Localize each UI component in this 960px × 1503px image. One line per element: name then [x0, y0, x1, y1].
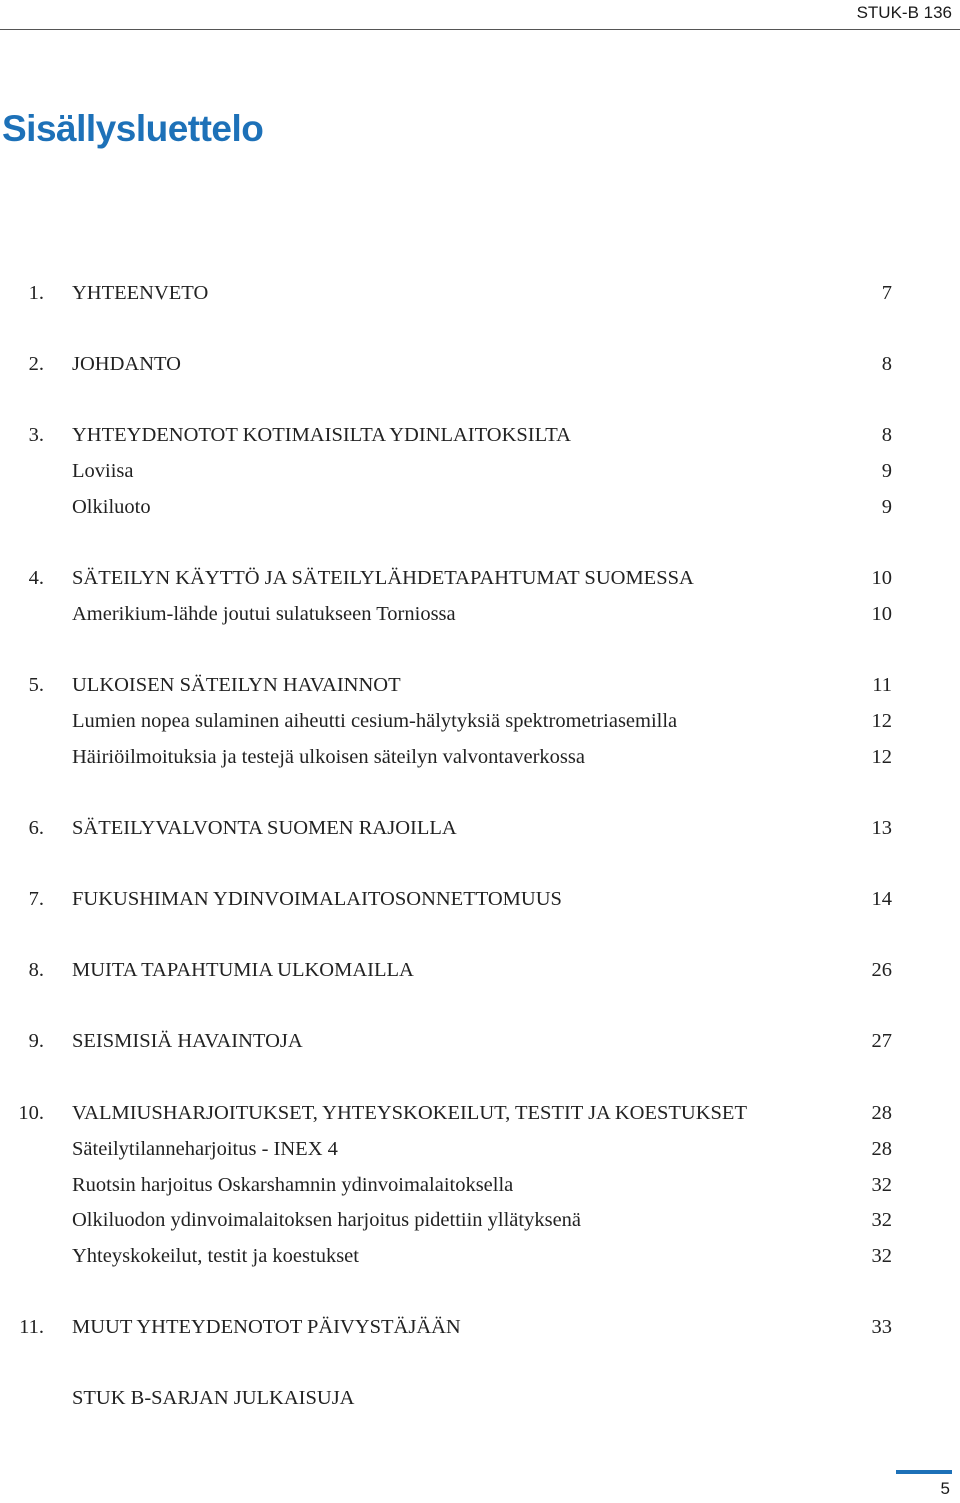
toc-entry[interactable] [0, 1027, 960, 1055]
page-number: 5 [940, 1479, 950, 1498]
toc-subentry-title: Ruotsin harjoitus Oskarshamnin ydinvoimalaitoksella [72, 1174, 514, 1196]
toc-subentry-page: 28 [871, 1138, 892, 1160]
toc-subentry[interactable] [0, 1171, 960, 1199]
toc-subentry[interactable] [0, 1135, 960, 1163]
toc-entry-number: 5. [28, 674, 44, 696]
header-divider [0, 29, 960, 30]
toc-entry-title: YHTEYDENOTOT KOTIMAISILTA YDINLAITOKSILTA [72, 424, 571, 446]
toc-entry-number: 1. [28, 282, 44, 304]
toc-entry[interactable] [0, 956, 960, 984]
toc-entry-title: FUKUSHIMAN YDINVOIMALAITOSONNETTOMUUS [72, 888, 562, 910]
toc-entry-page: 26 [871, 959, 892, 981]
toc-subentry-page: 9 [881, 460, 892, 482]
toc-entry-title: YHTEENVETO [72, 282, 209, 304]
toc-entry-page: 7 [881, 282, 892, 304]
toc-subentry[interactable] [0, 743, 960, 771]
toc-subentry-title: Lumien nopea sulaminen aiheutti cesium-hälytyksiä spektrometriasemilla [72, 710, 678, 732]
toc-entry-number: 6. [28, 817, 44, 839]
toc-entry-title: JOHDANTO [72, 353, 181, 375]
toc-entry-number: 7. [28, 888, 44, 910]
toc-entry[interactable] [0, 814, 960, 842]
toc-subentry-title: Yhteyskokeilut, testit ja koestukset [72, 1245, 359, 1267]
toc-entry-page: 8 [881, 424, 892, 446]
toc-entry-page: 13 [871, 817, 892, 839]
toc-subentry[interactable] [0, 493, 960, 521]
toc-entry[interactable] [0, 1384, 960, 1412]
toc-subentry-page: 9 [881, 496, 892, 518]
toc-subentry-title: Olkiluodon ydinvoimalaitoksen harjoitus pidettiin yllätyksenä [72, 1209, 582, 1231]
toc-entry-number: 4. [28, 567, 44, 589]
series-label: STUK-B 136 [856, 3, 952, 22]
toc-entry[interactable] [0, 421, 960, 449]
toc-entry-number: 8. [28, 959, 44, 981]
toc-entry[interactable] [0, 671, 960, 699]
toc-subentry-page: 12 [871, 710, 892, 732]
toc-subentry-title: Loviisa [72, 460, 134, 482]
toc-entry-title: VALMIUSHARJOITUKSET, YHTEYSKOKEILUT, TESTIT JA KOESTUKSET [72, 1102, 747, 1124]
toc-entry[interactable] [0, 564, 960, 592]
toc-entry-title: SÄTEILYVALVONTA SUOMEN RAJOILLA [72, 817, 457, 839]
toc-entry-title: STUK B-SARJAN JULKAISUJA [72, 1387, 355, 1409]
toc-subentry-title: Olkiluoto [72, 496, 151, 518]
toc-entry-page: 14 [871, 888, 892, 910]
toc-subentry-title: Häiriöilmoituksia ja testejä ulkoisen säteilyn valvontaverkossa [72, 746, 585, 768]
toc-entry-number: 9. [28, 1030, 44, 1052]
toc-entry[interactable] [0, 885, 960, 913]
footer-accent-bar [896, 1470, 952, 1474]
page-title: Sisällysluettelo [2, 108, 264, 149]
toc-entry-title: MUUT YHTEYDENOTOT PÄIVYSTÄJÄÄN [72, 1316, 461, 1338]
toc-entry-number: 11. [19, 1316, 44, 1338]
toc-subentry-title: Säteilytilanneharjoitus - INEX 4 [72, 1138, 338, 1160]
toc-entry-number: 10. [18, 1102, 44, 1124]
toc-entry-page: 8 [881, 353, 892, 375]
toc-subentry[interactable] [0, 457, 960, 485]
toc-entry-number: 3. [28, 424, 44, 446]
toc-subentry-page: 32 [871, 1245, 892, 1267]
toc-entry-page: 10 [871, 567, 892, 589]
toc-entry-title: MUITA TAPAHTUMIA ULKOMAILLA [72, 959, 414, 981]
toc-subentry[interactable] [0, 1206, 960, 1234]
toc-subentry[interactable] [0, 1242, 960, 1270]
toc-entry[interactable] [0, 1099, 960, 1127]
toc-subentry[interactable] [0, 707, 960, 735]
toc-entry-title: SEISMISIÄ HAVAINTOJA [72, 1030, 303, 1052]
toc-subentry-page: 32 [871, 1209, 892, 1231]
toc-subentry-title: Amerikium-lähde joutui sulatukseen Torniossa [72, 603, 456, 625]
toc-entry-page: 11 [872, 674, 892, 696]
toc-subentry-page: 12 [871, 746, 892, 768]
toc-entry-page: 27 [871, 1030, 892, 1052]
toc-entry-page: 33 [871, 1316, 892, 1338]
toc-entry[interactable] [0, 279, 960, 307]
toc-subentry-page: 32 [871, 1174, 892, 1196]
toc-entry-number: 2. [28, 353, 44, 375]
toc-subentry[interactable] [0, 600, 960, 628]
toc-entry[interactable] [0, 1313, 960, 1341]
toc-entry-page: 28 [871, 1102, 892, 1124]
toc-entry[interactable] [0, 350, 960, 378]
toc-entry-title: SÄTEILYN KÄYTTÖ JA SÄTEILYLÄHDETAPAHTUMAT SUOMESSA [72, 567, 694, 589]
toc-subentry-page: 10 [871, 603, 892, 625]
toc-entry-title: ULKOISEN SÄTEILYN HAVAINNOT [72, 674, 401, 696]
